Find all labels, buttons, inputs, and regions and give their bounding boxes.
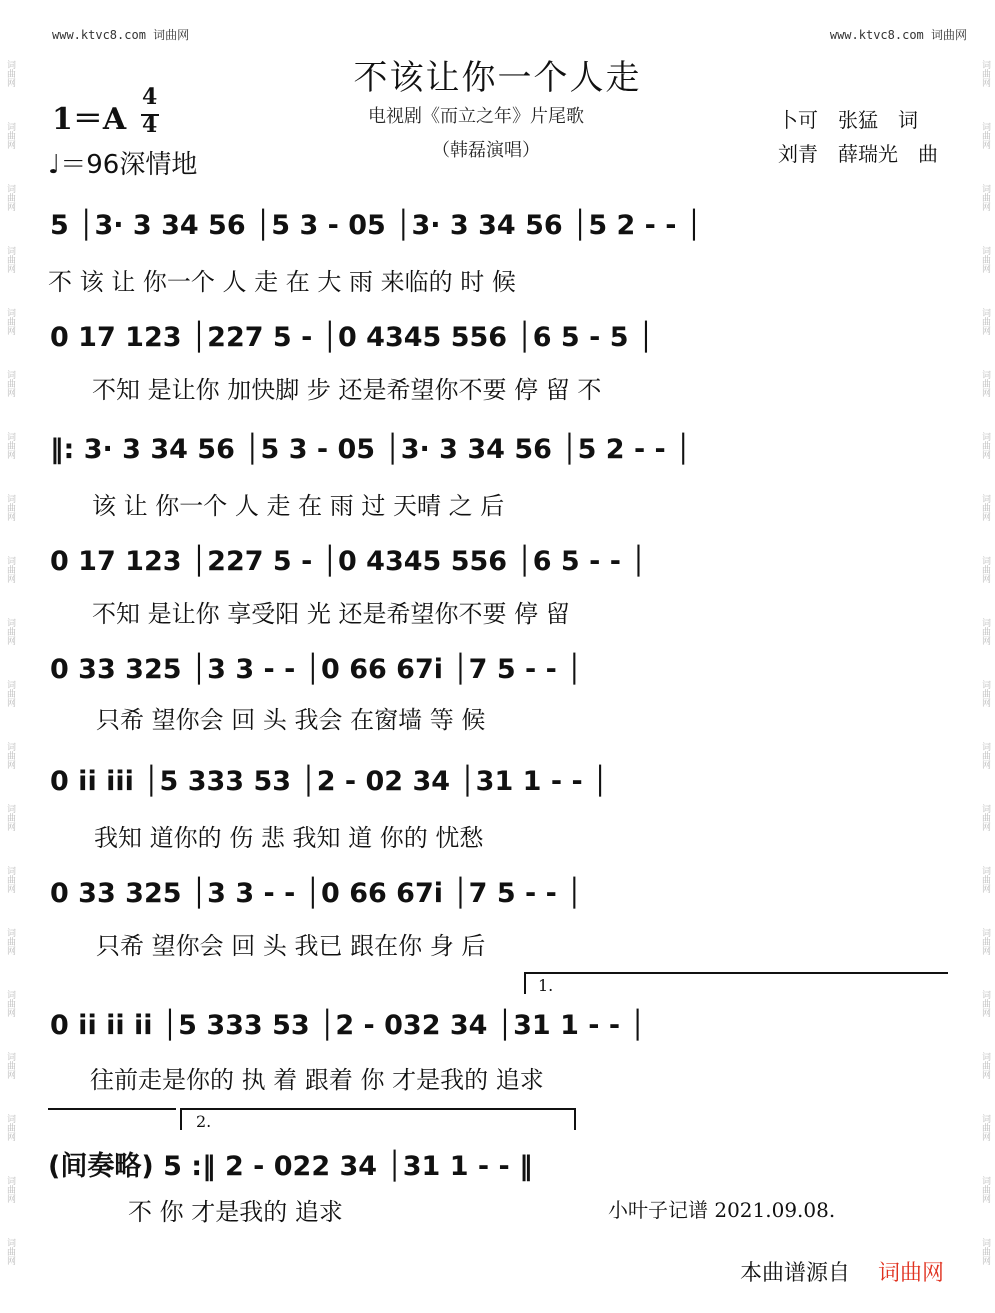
volta-bracket-end bbox=[48, 1108, 176, 1110]
notation-line-9: (间奏略) 5 :‖ 2 - 022 34 │31 1 - - ‖ bbox=[48, 1151, 533, 1182]
singer: （韩磊演唱） bbox=[432, 140, 540, 161]
song-title: 不该让你一个人走 bbox=[353, 58, 642, 98]
volta-2-label: 2. bbox=[196, 1112, 212, 1131]
watermark-left: www.ktvc8.com 词曲网 bbox=[52, 28, 190, 42]
side-watermark-mark: 词曲网 bbox=[5, 246, 15, 273]
notation-line-5: 0 33 325 │3 3 - - │0 66 67i │7 5 - - │ bbox=[50, 654, 583, 685]
composer: 刘青 薛瑞光 曲 bbox=[778, 142, 938, 166]
side-watermark-mark: 词曲网 bbox=[980, 680, 990, 707]
lyric-line-4: 不知 是让你 享受阳 光 还是希望你不要 停 留 bbox=[92, 600, 570, 628]
lyric-line-9: 不 你 才是我的 追求 bbox=[128, 1198, 343, 1226]
side-watermark-mark: 词曲网 bbox=[980, 866, 990, 893]
lyric-line-3: 该 让 你一个 人 走 在 雨 过 天晴 之 后 bbox=[92, 492, 505, 520]
side-watermark-mark: 词曲网 bbox=[980, 990, 990, 1017]
side-watermark-mark: 词曲网 bbox=[5, 60, 15, 87]
side-watermark-mark: 词曲网 bbox=[980, 556, 990, 583]
side-watermark-mark: 词曲网 bbox=[980, 432, 990, 459]
side-watermark-mark: 词曲网 bbox=[5, 184, 15, 211]
notation-line-8: 0 ii ii ii │5 333 53 │2 - 032 34 │31 1 - - │ bbox=[50, 1010, 646, 1041]
side-watermark-mark: 词曲网 bbox=[5, 1052, 15, 1079]
volta-bracket-1 bbox=[524, 972, 948, 994]
lyric-line-6: 我知 道你的 伤 悲 我知 道 你的 忧愁 bbox=[94, 824, 484, 852]
lyric-line-2: 不知 是让你 加快脚 步 还是希望你不要 停 留 不 bbox=[92, 376, 602, 404]
notation-line-6: 0 ii iii │5 333 53 │2 - 02 34 │31 1 - - │ bbox=[50, 766, 609, 797]
side-watermark-mark: 词曲网 bbox=[5, 432, 15, 459]
side-watermark-mark: 词曲网 bbox=[5, 370, 15, 397]
lyricist: 卜可 张猛 词 bbox=[778, 108, 918, 132]
lyric-line-1: 不 该 让 你一个 人 走 在 大 雨 来临的 时 候 bbox=[48, 268, 516, 296]
notation-line-2: 0 17 123 │227 5 - │0 4345 556 │6 5 - 5 │ bbox=[50, 322, 655, 353]
side-watermark-mark: 词曲网 bbox=[980, 1052, 990, 1079]
source-prefix: 本曲谱源自 bbox=[740, 1261, 851, 1286]
time-signature-denominator: 4 bbox=[142, 112, 158, 138]
side-watermark-mark: 词曲网 bbox=[980, 246, 990, 273]
side-watermark-mark: 词曲网 bbox=[5, 990, 15, 1017]
side-watermark-left bbox=[0, 0, 20, 1313]
side-watermark-mark: 词曲网 bbox=[5, 742, 15, 769]
transcriber-signature: 小叶子记谱 2021.09.08. bbox=[608, 1198, 836, 1222]
side-watermark-mark: 词曲网 bbox=[5, 618, 15, 645]
notation-line-4: 0 17 123 │227 5 - │0 4345 556 │6 5 - - │ bbox=[50, 546, 647, 577]
lyric-line-8: 往前走是你的 执 着 跟着 你 才是我的 追求 bbox=[90, 1066, 544, 1094]
side-watermark-mark: 词曲网 bbox=[980, 60, 990, 87]
side-watermark-mark: 词曲网 bbox=[980, 122, 990, 149]
watermark-right: www.ktvc8.com 词曲网 bbox=[829, 28, 967, 42]
side-watermark-mark: 词曲网 bbox=[980, 184, 990, 211]
side-watermark-mark: 词曲网 bbox=[980, 618, 990, 645]
time-signature-numerator: 4 bbox=[142, 84, 158, 110]
side-watermark-mark: 词曲网 bbox=[980, 1238, 990, 1265]
side-watermark-mark: 词曲网 bbox=[980, 804, 990, 831]
side-watermark-mark: 词曲网 bbox=[5, 308, 15, 335]
key-signature: 1＝A bbox=[52, 102, 127, 137]
side-watermark-mark: 词曲网 bbox=[980, 308, 990, 335]
side-watermark-mark: 词曲网 bbox=[980, 494, 990, 521]
source-site-name: 词曲网 bbox=[878, 1261, 945, 1286]
side-watermark-right bbox=[975, 0, 995, 1313]
side-watermark-mark: 词曲网 bbox=[980, 1114, 990, 1141]
side-watermark-mark: 词曲网 bbox=[5, 122, 15, 149]
notation-line-7: 0 33 325 │3 3 - - │0 66 67i │7 5 - - │ bbox=[50, 878, 583, 909]
side-watermark-mark: 词曲网 bbox=[980, 928, 990, 955]
side-watermark-mark: 词曲网 bbox=[5, 804, 15, 831]
side-watermark-mark: 词曲网 bbox=[5, 1238, 15, 1265]
notation-line-1: 5 │3· 3 34 56 │5 3 - 05 │3· 3 34 56 │5 2 - - │ bbox=[50, 210, 703, 241]
side-watermark-mark: 词曲网 bbox=[5, 1114, 15, 1141]
side-watermark-mark: 词曲网 bbox=[980, 1176, 990, 1203]
side-watermark-mark: 词曲网 bbox=[980, 370, 990, 397]
volta-1-label: 1. bbox=[538, 976, 554, 995]
side-watermark-mark: 词曲网 bbox=[5, 928, 15, 955]
notation-line-3: ‖: 3· 3 34 56 │5 3 - 05 │3· 3 34 56 │5 2 - - │ bbox=[50, 434, 692, 465]
side-watermark-mark: 词曲网 bbox=[980, 742, 990, 769]
lyric-line-5: 只希 望你会 回 头 我会 在窗墙 等 候 bbox=[96, 706, 486, 734]
tempo-marking: ♩＝96深情地 bbox=[48, 150, 198, 180]
subtitle: 电视剧《而立之年》片尾歌 bbox=[368, 106, 584, 127]
volta-bracket-2 bbox=[180, 1108, 576, 1130]
side-watermark-mark: 词曲网 bbox=[5, 866, 15, 893]
side-watermark-mark: 词曲网 bbox=[5, 680, 15, 707]
side-watermark-mark: 词曲网 bbox=[5, 1176, 15, 1203]
lyric-line-7: 只希 望你会 回 头 我已 跟在你 身 后 bbox=[96, 932, 486, 960]
side-watermark-mark: 词曲网 bbox=[5, 556, 15, 583]
side-watermark-mark: 词曲网 bbox=[5, 494, 15, 521]
